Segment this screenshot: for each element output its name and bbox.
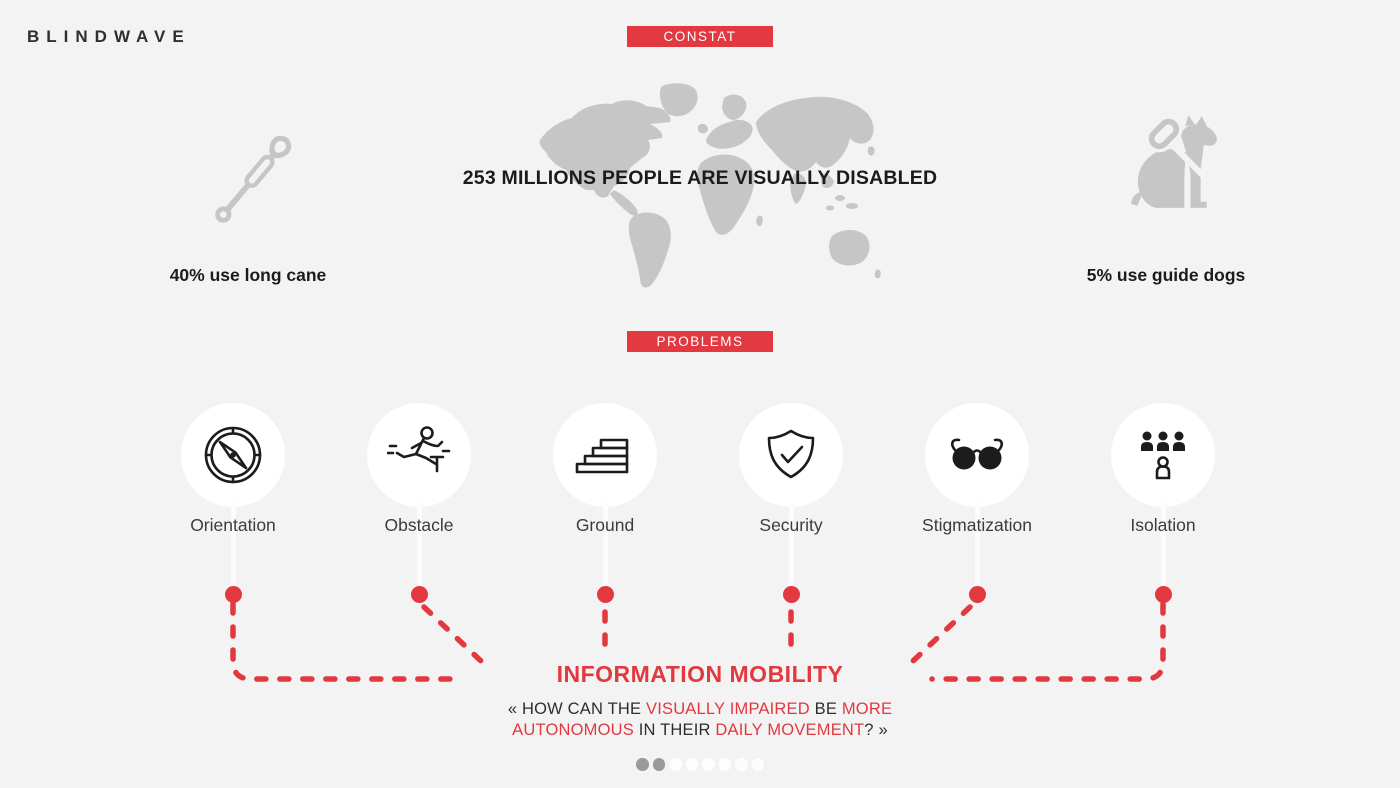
quote-segment: AUTONOMOUS [512,720,634,739]
pagination-dot[interactable] [719,758,732,771]
problem-item-stigmatization [922,403,1032,603]
problem-item-isolation [1111,403,1215,603]
pagination-dot[interactable] [752,758,765,771]
constat-section-badge: CONSTAT [627,26,773,47]
problem-label: Security [759,515,823,535]
people-group-icon [1131,423,1195,487]
orientation-circle [181,403,285,507]
quote-text [470,699,930,740]
quote-segment: IN THEIR [633,720,716,739]
pagination-dot[interactable] [702,758,715,771]
constat-headline: 253 MILLIONS PEOPLE ARE VISUALLY DISABLED [462,167,938,189]
problem-label: Stigmatization [922,515,1032,535]
guide-dog-icon [1117,112,1219,214]
problem-label: Ground [575,515,635,535]
red-dot [1155,586,1172,603]
red-dot [783,586,800,603]
quote-segment: MORE [841,700,893,718]
cane-stat-label: 40% use long cane [169,265,327,285]
quote-segment: ? » [864,720,888,739]
red-dot [225,586,242,603]
quote-segment: BE [809,700,842,718]
ground-circle [553,403,657,507]
pagination-dot[interactable] [686,758,699,771]
problem-item-orientation [181,403,285,603]
dog-stat-label: 5% use guide dogs [1086,265,1246,285]
problem-item-obstacle [367,403,471,603]
obstacle-circle [367,403,471,507]
compass-icon [201,423,265,487]
stigmatization-circle [925,403,1029,507]
shield-check-icon [759,423,823,487]
pagination [0,758,1400,771]
problems-section-badge: PROBLEMS [627,331,773,352]
conclusion-title: INFORMATION MOBILITY [556,661,844,687]
dash-path-obstacle [424,607,481,661]
brand-logo: BLINDWAVE [27,27,191,46]
security-circle [739,403,843,507]
isolation-circle [1111,403,1215,507]
red-dot [597,586,614,603]
quote-segment: DAILY MOVEMENT [715,720,865,739]
problem-item-security [739,403,843,603]
sunglasses-icon [945,423,1009,487]
problem-label: Orientation [190,515,276,535]
pagination-dot[interactable] [636,758,649,771]
quote-segment: VISUALLY IMPAIRED [646,700,810,718]
red-dot [411,586,428,603]
pagination-dot[interactable] [653,758,666,771]
hurdler-icon [387,423,451,487]
pagination-dot[interactable] [735,758,748,771]
red-dot [969,586,986,603]
stairs-icon [573,423,637,487]
problem-label: Obstacle [384,515,454,535]
pagination-dot[interactable] [669,758,682,771]
problem-label: Isolation [1130,515,1196,535]
dash-path-stigmatization [913,607,970,661]
problem-item-ground [553,403,657,603]
quote-segment: « HOW CAN THE [507,700,646,718]
